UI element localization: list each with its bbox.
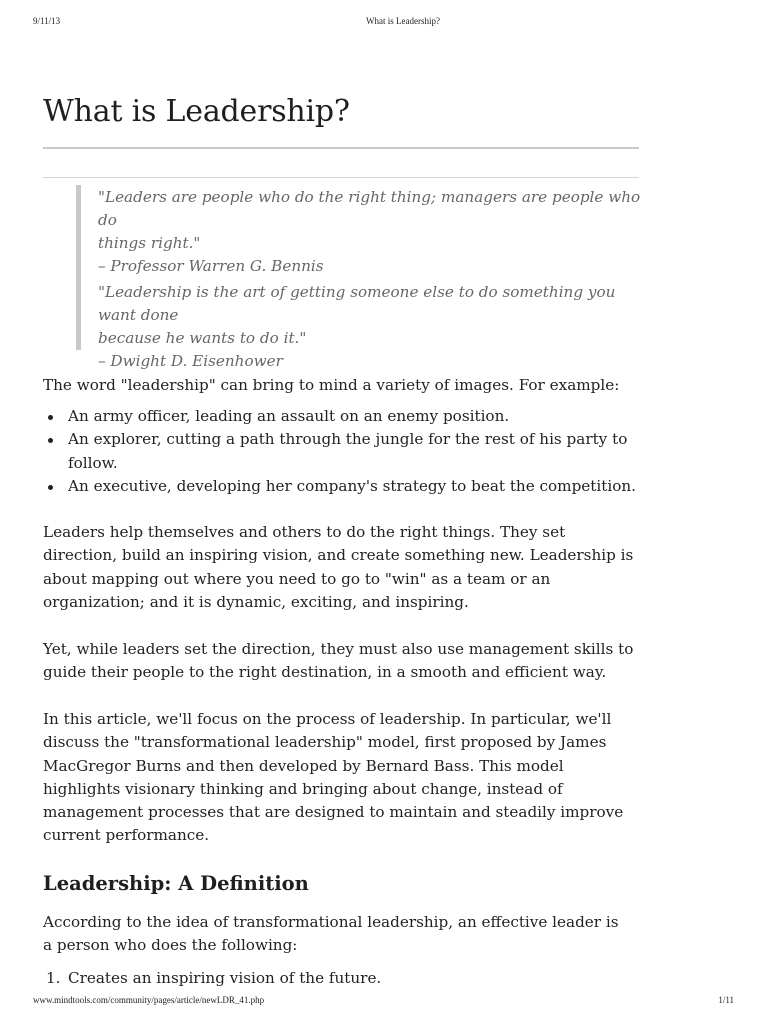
quote-text-line: "Leaders are people who do the right thing; managers are people who do [98,188,641,229]
blockquote-bar [76,185,81,350]
list-item [43,428,643,475]
bullet-icon [48,438,53,443]
quote-text-line: because he wants to do it." [98,329,307,347]
definition-list [43,967,381,990]
intro-paragraph: The word "leadership" can bring to mind a variety of images. For example: [43,376,620,394]
body-paragraph: Leaders help themselves and others to do the right things. They set direction, build an inspiring vision, and create something new. Leadership is about mapping out where you need to go to "win" as a team or an organization; and it is dynamic, exciting, and inspiring. [43,523,634,611]
bullet-icon [48,415,53,420]
quote-divider [43,177,639,178]
list-item-text: An army officer, leading an assault on an enemy position. [68,407,510,425]
quote-attribution: – Professor Warren G. Bennis [98,257,324,275]
body-paragraph: In this article, we'll focus on the process of leadership. In particular, we'll discuss the "transformational leadership" model, first proposed by James MacGregor Burns and then developed by Bernard Bass. This model highlights visionary thinking and bringing about change, instead of management processes that are designed to maintain and steadily improve current performance. [43,710,624,845]
quote-text-line: things right." [98,234,201,252]
print-footer-url: www.mindtools.com/community/pages/article/newLDR_41.php [33,995,265,1005]
list-item [43,405,643,428]
list-item-text: An executive, developing her company's strategy to beat the competition. [68,476,636,495]
quote-text-line: "Leadership is the art of getting someone else to do something you want done [98,283,616,324]
examples-list [43,405,643,498]
print-header-title: What is Leadership? [366,16,440,26]
quote-bennis [98,186,643,278]
body-paragraph: Yet, while leaders set the direction, they must also use management skills to guide their people to the right destination, in a smooth and efficient way. [43,640,634,682]
definition-intro: According to the idea of transformational leadership, an effective leader is a person who does the following: [43,913,619,955]
page-title: What is Leadership? [43,94,350,129]
list-item [43,475,643,498]
list-item-number: 1. [46,969,61,987]
list-item-text: An explorer, cutting a path through the jungle for the rest of his party to follow. [68,430,628,472]
quote-eisenhower [98,281,643,373]
list-item-text: Creates an inspiring vision of the future. [68,969,382,987]
print-date: 9/11/13 [33,16,61,26]
page-number: 1/11 [718,995,734,1005]
bullet-icon [48,485,53,490]
quote-attribution: – Dwight D. Eisenhower [98,352,283,370]
list-item [43,967,381,990]
title-divider [43,147,639,149]
section-heading: Leadership: A Definition [43,872,309,895]
